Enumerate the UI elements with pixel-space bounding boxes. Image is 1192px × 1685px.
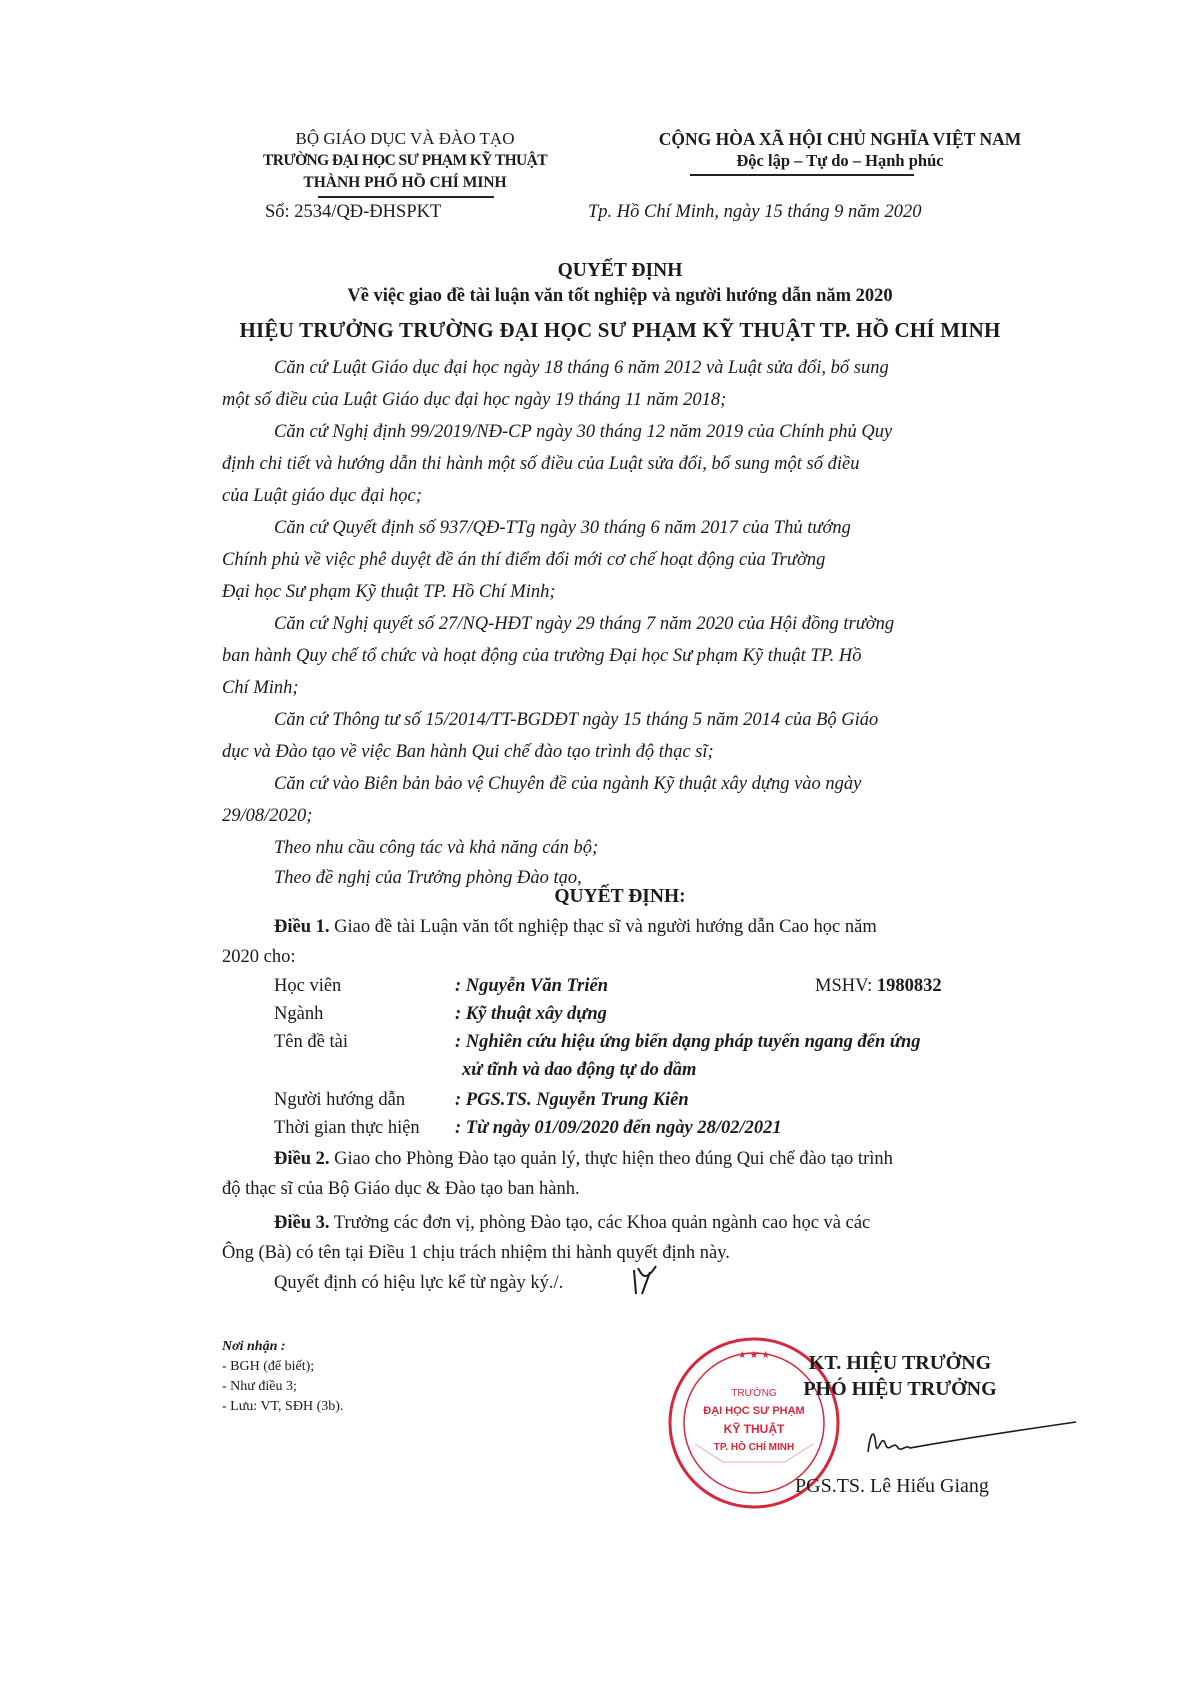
recipients: [222, 1337, 343, 1417]
basis-2-line-2: định chi tiết và hướng dẫn thi hành một số điều của Luật sửa đổi, bổ sung một số điều: [222, 454, 860, 474]
basis-6: [222, 768, 1050, 832]
basis-3-line-3: Đại học Sư phạm Kỹ thuật TP. Hồ Chí Minh;: [222, 582, 556, 602]
signature-block: [770, 1350, 1030, 1402]
signatory-position: PHÓ HIỆU TRƯỞNG: [803, 1378, 997, 1400]
basis-8-line-1: Theo đề nghị của Trưởng phòng Đào tạo,: [274, 868, 582, 888]
recipient-1: - BGH (để biết);: [222, 1359, 315, 1374]
stamp-line-1: TRƯỜNG: [731, 1388, 777, 1399]
basis-1: [222, 352, 1050, 416]
major-label: Ngành: [274, 1004, 324, 1024]
mshv-value: 1980832: [876, 976, 942, 996]
stamp-line-4: TP. HỒ CHÍ MINH: [713, 1442, 795, 1453]
basis-5-line-2: dục và Đào tạo về việc Ban hành Qui chế đào tạo trình độ thạc sĩ;: [222, 742, 714, 762]
issuing-authority: HIỆU TRƯỞNG TRƯỜNG ĐẠI HỌC SƯ PHẠM KỸ THUẬT TP. HỒ CHÍ MINH: [239, 318, 1001, 342]
decision-heading: QUYẾT ĐỊNH:: [554, 886, 686, 907]
basis-7: [222, 832, 1050, 864]
topic-value-1: : Nghiên cứu hiệu ứng biến dạng pháp tuyến ngang đến ứng: [455, 1032, 921, 1052]
basis-6-line-2: 29/08/2020;: [222, 806, 313, 826]
basis-4-line-2: ban hành Quy chế tổ chức và hoạt động của trường Đại học Sư phạm Kỹ thuật TP. Hồ: [222, 646, 862, 666]
basis-1-line-2: một số điều của Luật Giáo dục đại học ngày 19 tháng 11 năm 2018;: [222, 390, 727, 410]
school-name-line1: TRƯỜNG ĐẠI HỌC SƯ PHẠM KỸ THUẬT: [263, 152, 547, 169]
header-right: [620, 128, 1060, 172]
place-date: Tp. Hồ Chí Minh, ngày 15 tháng 9 năm 2020: [588, 202, 922, 222]
article-3-text-1: Trưởng các đơn vị, phòng Đào tạo, các Khoa quản ngành cao học và các: [329, 1213, 871, 1233]
article-1-label: Điều 1.: [274, 917, 330, 937]
signatory-name: PGS.TS. Lê Hiếu Giang: [795, 1475, 989, 1497]
article-3-text-2: Ông (Bà) có tên tại Điều 1 chịu trách nhiệm thi hành quyết định này.: [222, 1243, 730, 1263]
article-1: [222, 912, 1050, 972]
basis-2: [222, 416, 1050, 512]
basis-3-line-2: Chính phủ về việc phê duyệt đề án thí điểm đổi mới cơ chế hoạt động của Trường: [222, 550, 826, 570]
article-2: [222, 1144, 1050, 1204]
basis-4-line-3: Chí Minh;: [222, 678, 299, 698]
advisor-value: : PGS.TS. Nguyễn Trung Kiên: [455, 1090, 689, 1110]
basis-5-line-1: Căn cứ Thông tư số 15/2014/TT-BGDĐT ngày 15 tháng 5 năm 2014 của Bộ Giáo: [274, 710, 879, 730]
recipient-3: - Lưu: VT, SĐH (3b).: [222, 1399, 344, 1414]
document-subject: Về việc giao đề tài luận văn tốt nghiệp và người hướng dẫn năm 2020: [347, 286, 893, 306]
basis-5: [222, 704, 1050, 768]
mshv-label: MSHV:: [815, 976, 873, 996]
student-value: : Nguyễn Văn Triển: [455, 976, 608, 996]
major-value: : Kỹ thuật xây dựng: [455, 1004, 607, 1024]
topic-value-2: xử tĩnh và dao động tự do dầm: [462, 1060, 697, 1080]
basis-2-line-3: của Luật giáo dục đại học;: [222, 486, 422, 506]
student-label: Học viên: [274, 976, 342, 996]
article-1-text-2: 2020 cho:: [222, 947, 296, 967]
recipient-2: - Như điều 3;: [222, 1379, 297, 1394]
basis-3-line-1: Căn cứ Quyết định số 937/QĐ-TTg ngày 30 tháng 6 năm 2017 của Thủ tướng: [274, 518, 851, 538]
legal-bases: [222, 352, 1050, 892]
article-2-label: Điều 2.: [274, 1149, 330, 1169]
motto: Độc lập – Tự do – Hạnh phúc: [736, 151, 944, 170]
signatory-capacity: KT. HIỆU TRƯỞNG: [808, 1352, 992, 1374]
basis-3: [222, 512, 1050, 608]
basis-7-line-1: Theo nhu cầu công tác và khả năng cán bộ;: [274, 838, 599, 858]
decision-number: Số: 2534/QĐ-ĐHSPKT: [265, 202, 442, 222]
handwritten-signature-icon: [862, 1416, 1082, 1462]
document-title: QUYẾT ĐỊNH: [557, 260, 683, 281]
ministry-name: BỘ GIÁO DỤC VÀ ĐÀO TẠO: [295, 129, 515, 148]
basis-2-line-1: Căn cứ Nghị định 99/2019/NĐ-CP ngày 30 tháng 12 năm 2019 của Chính phủ Quy: [274, 422, 893, 442]
header-left-underline: [318, 196, 494, 198]
stamp-line-3: KỸ THUẬT: [723, 1422, 785, 1436]
article-2-text-2: độ thạc sĩ của Bộ Giáo dục & Đào tạo ban hành.: [222, 1179, 580, 1199]
basis-1-line-1: Căn cứ Luật Giáo dục đại học ngày 18 tháng 6 năm 2012 và Luật sửa đổi, bổ sung: [274, 358, 889, 378]
header-left: [205, 128, 605, 194]
school-name-line2: THÀNH PHỐ HỒ CHÍ MINH: [303, 174, 507, 191]
period-value: : Từ ngày 01/09/2020 đến ngày 28/02/2021: [455, 1118, 782, 1138]
recipients-title: Nơi nhận :: [222, 1339, 286, 1354]
mshv-field: [815, 976, 942, 997]
basis-4-line-1: Căn cứ Nghị quyết số 27/NQ-HĐT ngày 29 tháng 7 năm 2020 của Hội đồng trường: [274, 614, 895, 634]
topic-label: Tên đề tài: [274, 1032, 348, 1052]
period-label: Thời gian thực hiện: [274, 1118, 420, 1138]
basis-4: [222, 608, 1050, 704]
initial-mark-icon: [628, 1264, 662, 1300]
effective-clause: Quyết định có hiệu lực kể từ ngày ký./.: [274, 1273, 564, 1293]
article-2-text-1: Giao cho Phòng Đào tạo quản lý, thực hiện theo đúng Qui chế đào tạo trình: [329, 1149, 893, 1169]
stamp-line-2: ĐẠI HỌC SƯ PHẠM: [703, 1405, 805, 1417]
article-3-label: Điều 3.: [274, 1213, 330, 1233]
svg-text:★ ★ ★: ★ ★ ★: [737, 1350, 771, 1361]
basis-6-line-1: Căn cứ vào Biên bản bảo vệ Chuyên đề của ngành Kỹ thuật xây dựng vào ngày: [274, 774, 862, 794]
article-1-text-1: Giao đề tài Luận văn tốt nghiệp thạc sĩ và người hướng dẫn Cao học năm: [329, 917, 877, 937]
nation-name: CỘNG HÒA XÃ HỘI CHỦ NGHĨA VIỆT NAM: [658, 129, 1022, 149]
advisor-label: Người hướng dẫn: [274, 1090, 406, 1110]
motto-underline: [690, 174, 914, 176]
